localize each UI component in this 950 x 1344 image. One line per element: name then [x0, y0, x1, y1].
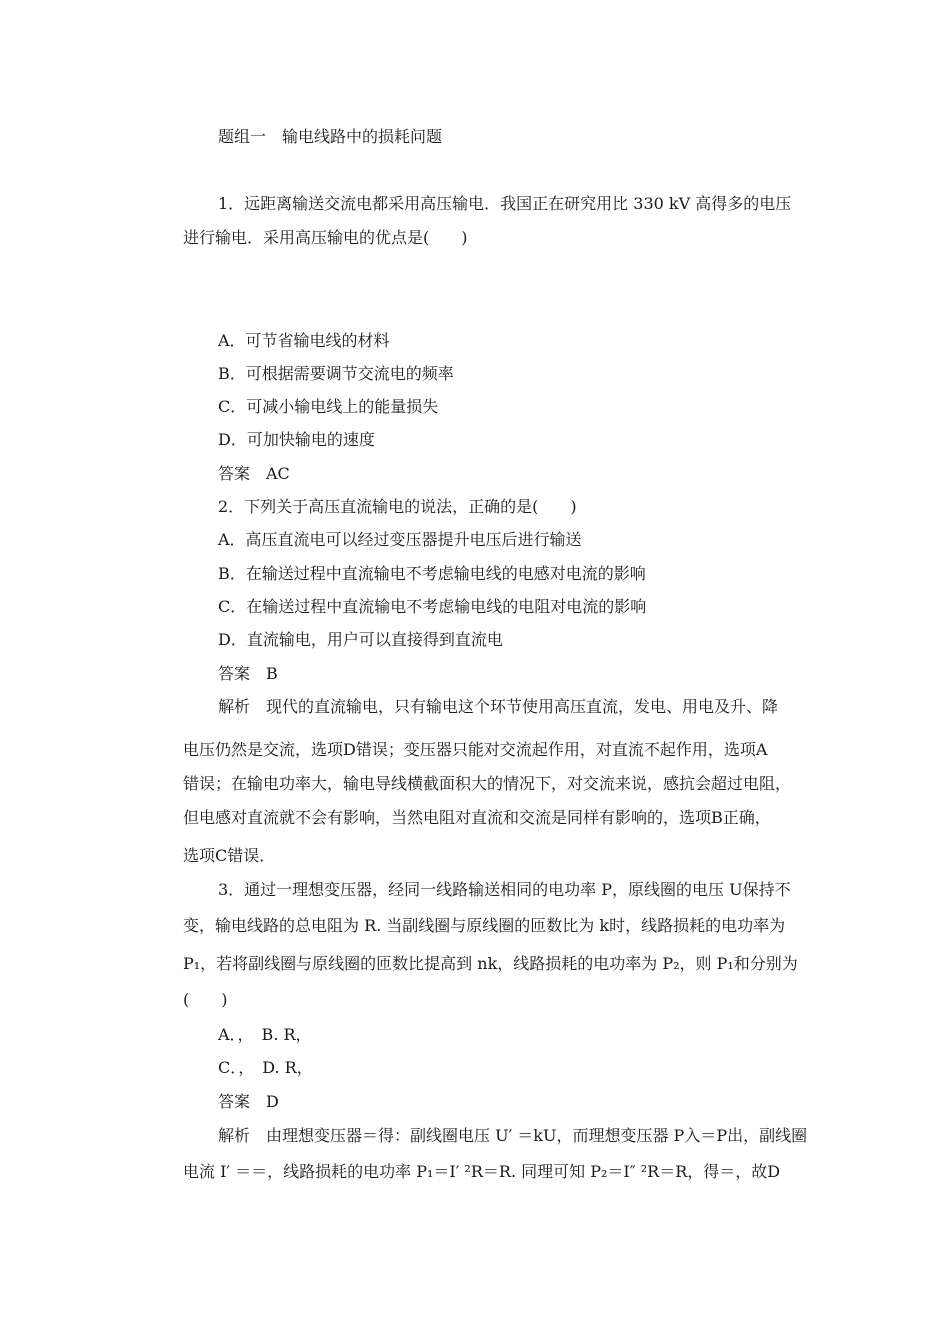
q3-stem-line4: ( ): [183, 990, 228, 1009]
q3-stem-line1: 3．通过一理想变压器，经同一线路输送相同的电功率 P，原线圈的电压 U保持不: [218, 880, 791, 899]
q3-analysis-line1: 解析 由理想变压器＝得：副线圈电压 U′ ＝kU，而理想变压器 P入＝P出，副线圈: [218, 1126, 808, 1145]
q2-analysis-line1: 解析 现代的直流输电，只有输电这个环节使用高压直流，发电、用电及升、降: [218, 697, 779, 716]
q1-stem-line2: 进行输电．采用高压输电的优点是( ): [183, 228, 468, 247]
q2-analysis-line5: 选项C错误．: [183, 846, 276, 865]
q2-option-b: B．在输送过程中直流输电不考虑输电线的电感对电流的影响: [218, 564, 646, 583]
q1-stem-line1: 1．远距离输送交流电都采用高压输电．我国正在研究用比 330 kV 高得多的电压: [218, 194, 792, 213]
q1-option-b: B．可根据需要调节交流电的频率: [218, 364, 454, 383]
q3-options-ab: A．， B. R，: [218, 1025, 312, 1044]
q2-option-a: A．高压直流电可以经过变压器提升电压后进行输送: [218, 530, 582, 549]
q2-answer: 答案 B: [218, 664, 278, 683]
q2-option-d: D．直流输电，用户可以直接得到直流电: [218, 630, 503, 649]
q2-stem: 2．下列关于高压直流输电的说法，正确的是( ): [218, 497, 577, 516]
q3-analysis-line2: 电流 I′ ＝＝，线路损耗的电功率 P₁＝I′ ²R＝R. 同理可知 P₂＝I″ ²R＝R，得＝，故D: [183, 1162, 781, 1181]
q1-option-c: C．可减小输电线上的能量损失: [218, 397, 439, 416]
q1-option-a: A．可节省输电线的材料: [218, 331, 390, 350]
q2-option-c: C．在输送过程中直流输电不考虑输电线的电阻对电流的影响: [218, 597, 647, 616]
q3-answer: 答案 D: [218, 1092, 279, 1111]
q3-stem-line2: 变，输电线路的总电阻为 R. 当副线圈与原线圈的匝数比为 k时，线路损耗的电功率为: [183, 916, 786, 935]
q1-answer: 答案 AC: [218, 464, 290, 483]
q2-analysis-line3: 错误；在输电功率大，输电导线横截面积大的情况下，对交流来说，感抗会超过电阻，: [183, 774, 792, 793]
section-title: 题组一 输电线路中的损耗问题: [218, 127, 443, 146]
q3-stem-line3: P₁，若将副线圈与原线圈的匝数比提高到 nk，线路损耗的电功率为 P₂，则 P₁和分别为: [183, 954, 798, 973]
q2-analysis-line4: 但电感对直流就不会有影响，当然电阻对直流和交流是同样有影响的，选项B正确，: [183, 808, 771, 827]
q2-analysis-line2: 电压仍然是交流，选项D错误；变压器只能对交流起作用，对直流不起作用，选项A: [183, 740, 768, 759]
q1-option-d: D．可加快输电的速度: [218, 430, 375, 449]
q3-options-cd: C．， D. R，: [218, 1058, 313, 1077]
